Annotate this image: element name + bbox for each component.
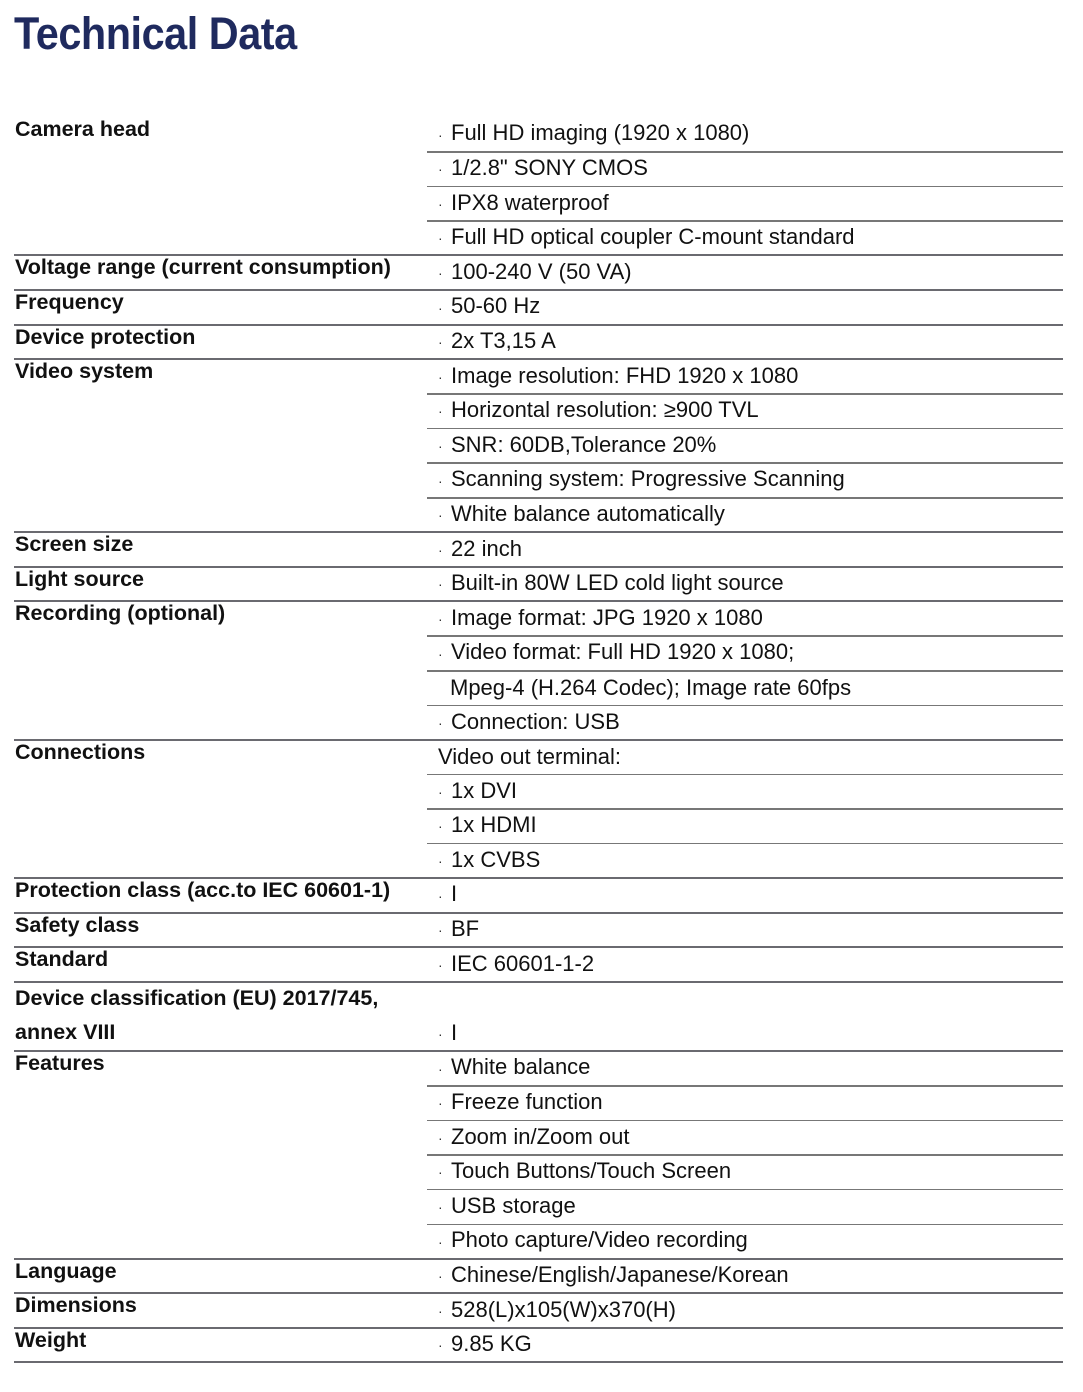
bullet-icon: · (438, 230, 443, 247)
spec-row (0, 810, 1083, 845)
spec-row (0, 1156, 1083, 1191)
spec-row (0, 395, 1083, 430)
spec-value-text: Scanning system: Progressive Scanning (451, 466, 845, 492)
spec-value-text: Built-in 80W LED cold light source (451, 570, 784, 596)
spec-label: Frequency (15, 289, 124, 314)
bullet-icon: · (438, 1233, 443, 1250)
bullet-icon: · (438, 1337, 443, 1354)
bullet-icon: · (438, 783, 443, 800)
spec-value (438, 364, 798, 389)
spec-value-text: SNR: 60DB,Tolerance 20% (451, 431, 717, 457)
spec-value-text: White balance automatically (451, 500, 725, 526)
spec-row (0, 1329, 1083, 1364)
spec-label: Camera head (15, 117, 151, 141)
spec-value (438, 537, 522, 562)
bullet-icon: · (438, 645, 443, 662)
spec-value (438, 1159, 731, 1184)
spec-value-text: I (451, 881, 458, 907)
bullet-icon: · (438, 161, 443, 178)
bullet-icon: · (438, 195, 443, 212)
spec-label: Features (15, 1051, 105, 1076)
spec-row (0, 1087, 1083, 1122)
spec-row (0, 775, 1083, 810)
spec-value (438, 882, 457, 907)
spec-value (438, 779, 517, 804)
spec-value (438, 1125, 630, 1150)
spec-row (0, 1225, 1083, 1260)
bullet-icon: · (438, 403, 443, 420)
spec-row (0, 879, 1083, 914)
spec-value (438, 260, 632, 285)
bullet-icon: · (438, 922, 443, 939)
spec-label: Protection class (acc.to IEC 60601-1) (15, 878, 391, 903)
spec-value-text: 100-240 V (50 VA) (451, 258, 632, 284)
bullet-icon: · (438, 1129, 443, 1146)
spec-value-text: Chinese/English/Japanese/Korean (451, 1262, 789, 1287)
spec-row (0, 533, 1083, 568)
spec-value (438, 1332, 532, 1357)
bullet-icon: · (438, 1164, 443, 1181)
spec-value-text: 1/2.8" SONY CMOS (451, 155, 648, 180)
spec-value (438, 1090, 603, 1115)
page-title: Technical Data (14, 8, 297, 59)
spec-row (0, 637, 1083, 672)
spec-value-text: 2x T3,15 A (451, 327, 556, 353)
spec-label: Device classification (EU) 2017/745, annex VIII (15, 985, 379, 1045)
bullet-icon: · (438, 437, 443, 454)
spec-value (438, 848, 540, 873)
bullet-icon: · (438, 956, 443, 973)
spec-row (0, 153, 1083, 188)
bullet-icon: · (438, 264, 443, 281)
spec-row (0, 1121, 1083, 1156)
spec-value-text: IPX8 waterproof (451, 189, 609, 215)
spec-value-text: 9.85 KG (451, 1331, 532, 1357)
bullet-icon: · (438, 1060, 443, 1077)
spec-value-text: 1x DVI (451, 777, 518, 803)
spec-value (438, 1194, 576, 1219)
spec-value (438, 571, 784, 596)
spec-value-text: IEC 60601-1-2 (451, 950, 595, 976)
spec-value (438, 191, 609, 216)
bullet-icon: · (438, 541, 443, 558)
spec-value-text: Full HD optical coupler C-mount standard (451, 224, 855, 250)
spec-value-text: Image resolution: FHD 1920 x 1080 (451, 362, 799, 388)
bullet-icon: · (438, 507, 443, 524)
spec-row (0, 983, 1083, 1052)
spec-row (0, 360, 1083, 395)
spec-label: Standard (15, 947, 109, 972)
spec-row (0, 1190, 1083, 1225)
spec-value-text: Photo capture/Video recording (451, 1227, 748, 1253)
spec-label: Device protection (15, 324, 196, 349)
bullet-icon: · (438, 334, 443, 351)
spec-row (0, 1052, 1083, 1087)
bullet-icon: · (438, 472, 443, 489)
spec-value (438, 1055, 590, 1080)
spec-label: Recording (optional) (15, 601, 226, 626)
spec-value-text: Horizontal resolution: ≥900 TVL (451, 397, 759, 423)
bullet-icon: · (438, 1302, 443, 1319)
spec-value (438, 710, 620, 735)
spec-value-text: Mpeg-4 (H.264 Codec); Image rate 60fps (450, 675, 852, 701)
bullet-icon: · (438, 1199, 443, 1215)
bullet-icon: · (438, 126, 443, 143)
spec-value-text: Freeze function (451, 1089, 603, 1115)
bullet-icon: · (438, 714, 443, 731)
spec-value (438, 640, 794, 665)
bullet-icon: · (438, 1268, 443, 1285)
spec-value-text: 1x CVBS (451, 846, 541, 872)
spec-value (438, 1298, 676, 1323)
spec-value (438, 121, 749, 146)
spec-value (438, 1228, 748, 1253)
spec-label: Weight (15, 1327, 87, 1352)
bullet-icon: · (438, 1095, 443, 1112)
spec-value-text: Zoom in/Zoom out (451, 1123, 630, 1149)
spec-value-text: USB storage (451, 1192, 576, 1218)
spec-label: Language (15, 1258, 117, 1283)
spec-value (438, 745, 621, 769)
bullet-icon: · (438, 610, 443, 627)
spec-label: Video system (15, 359, 154, 384)
spec-value (438, 502, 725, 527)
bullet-icon: · (438, 576, 443, 593)
technical-data-table (0, 118, 1083, 1363)
spec-label: Safety class (15, 912, 140, 937)
spec-value (438, 225, 855, 250)
spec-row (0, 706, 1083, 741)
group-divider (14, 1361, 1063, 1363)
spec-value (438, 329, 556, 354)
spec-value (438, 917, 479, 942)
spec-value-text: Video out terminal: (438, 744, 622, 770)
spec-row (0, 672, 1083, 707)
spec-label: Screen size (15, 532, 134, 557)
spec-row (0, 948, 1083, 983)
spec-value (438, 606, 763, 631)
spec-value-text: 50-60 Hz (451, 293, 541, 319)
spec-row (0, 741, 1083, 776)
bullet-icon: · (438, 299, 443, 316)
spec-value (438, 813, 537, 838)
spec-value-text: Connection: USB (451, 708, 620, 734)
bullet-icon: · (438, 818, 443, 835)
spec-label: Light source (15, 566, 145, 591)
spec-value-text: I (451, 1019, 458, 1045)
spec-value (438, 156, 648, 181)
spec-row (0, 1260, 1083, 1295)
spec-row (0, 464, 1083, 499)
spec-row (0, 256, 1083, 291)
spec-value-text: Video format: Full HD 1920 x 1080; (451, 639, 795, 665)
spec-value (438, 1021, 457, 1046)
spec-label: Dimensions (15, 1293, 137, 1318)
spec-value-text: 1x HDMI (451, 812, 537, 838)
spec-row (0, 429, 1083, 464)
spec-value (438, 294, 540, 319)
spec-value-text: Image format: JPG 1920 x 1080 (451, 604, 763, 630)
spec-value-text: Touch Buttons/Touch Screen (451, 1158, 732, 1184)
spec-value (438, 467, 845, 492)
spec-label: Voltage range (current consumption) (15, 255, 391, 280)
spec-value-text: White balance (451, 1054, 591, 1080)
spec-value-text: 528(L)x105(W)x370(H) (451, 1296, 676, 1322)
spec-row (0, 118, 1083, 153)
spec-row (0, 914, 1083, 949)
spec-row (0, 187, 1083, 222)
spec-label: Connections (15, 739, 146, 764)
spec-row (0, 499, 1083, 534)
spec-value-text: Full HD imaging (1920 x 1080) (451, 120, 750, 146)
spec-value (450, 676, 851, 700)
spec-row (0, 326, 1083, 361)
spec-value (438, 398, 759, 423)
bullet-icon: · (438, 1026, 443, 1043)
spec-value (438, 1263, 789, 1288)
spec-value (438, 952, 594, 977)
spec-value-text: 22 inch (451, 535, 522, 561)
bullet-icon: · (438, 853, 443, 870)
spec-row (0, 1294, 1083, 1329)
bullet-icon: · (438, 887, 443, 904)
spec-value-text: BF (451, 916, 480, 942)
spec-value (438, 433, 716, 458)
spec-row (0, 602, 1083, 637)
bullet-icon: · (438, 368, 443, 385)
